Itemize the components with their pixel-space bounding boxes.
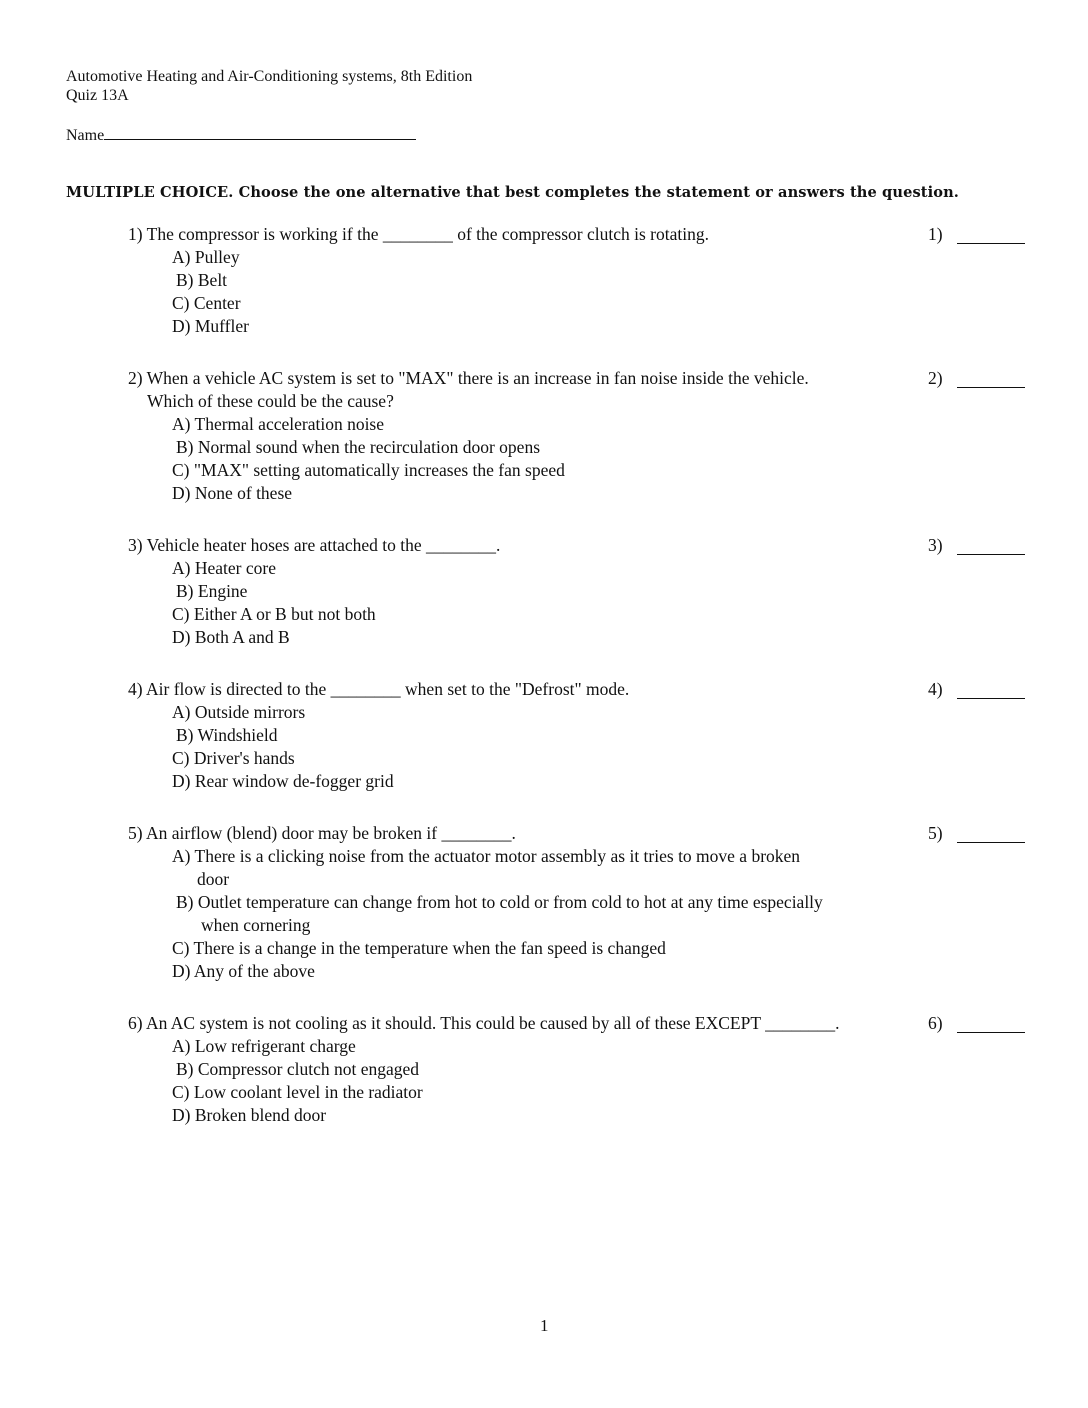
option-c <box>128 292 928 315</box>
option-text: B) Engine <box>176 581 248 601</box>
course-title: Automotive Heating and Air-Conditioning systems, 8th Edition <box>66 68 473 85</box>
option-text: B) Windshield <box>176 725 278 745</box>
option-d <box>128 626 928 649</box>
option-a <box>128 557 928 580</box>
option-c <box>128 937 928 960</box>
question-2 <box>128 367 928 505</box>
option-text: D) Muffler <box>172 316 249 336</box>
option-b <box>128 891 928 937</box>
question-3 <box>128 534 928 649</box>
answer-blank-1[interactable] <box>957 243 1025 244</box>
answer-blank-5[interactable] <box>957 842 1025 843</box>
answer-label-2: 2) <box>928 368 943 388</box>
answer-label-6: 6) <box>928 1013 943 1033</box>
question-stem: 4) Air flow is directed to the ________ when set to the "Defrost" mode. <box>128 679 630 699</box>
option-text: A) Pulley <box>172 247 240 267</box>
option-d <box>128 960 928 983</box>
option-d <box>128 770 928 793</box>
answer-label-1: 1) <box>928 224 943 244</box>
option-text: B) Normal sound when the recirculation door opens <box>176 437 541 457</box>
question-1 <box>128 223 928 338</box>
question-stem: 6) An AC system is not cooling as it should. This could be caused by all of these EXCEPT ________. <box>128 1013 840 1033</box>
option-text: C) Center <box>172 293 241 313</box>
option-d <box>128 482 928 505</box>
option-b <box>128 269 928 292</box>
option-c <box>128 603 928 626</box>
answer-blank-2[interactable] <box>957 387 1025 388</box>
option-text: C) Either A or B but not both <box>172 604 376 624</box>
question-stem: 5) An airflow (blend) door may be broken if ________. <box>128 823 516 843</box>
question-stem: 2) When a vehicle AC system is set to "MAX" there is an increase in fan noise inside the vehicle. <box>128 368 809 388</box>
question-6 <box>128 1012 928 1127</box>
option-text: C) Low coolant level in the radiator <box>172 1082 423 1102</box>
answer-label-3: 3) <box>928 535 943 555</box>
option-text: A) Thermal acceleration noise <box>172 414 385 434</box>
question-stem-continued: Which of these could be the cause? <box>147 391 394 411</box>
name-label: Name <box>66 127 105 144</box>
option-text: D) Both A and B <box>172 627 290 647</box>
option-text: C) Driver's hands <box>172 748 295 768</box>
page-number: 1 <box>540 1316 549 1335</box>
option-a <box>128 1035 928 1058</box>
question-4 <box>128 678 928 793</box>
option-b <box>128 580 928 603</box>
option-text: C) "MAX" setting automatically increases the fan speed <box>172 460 565 480</box>
question-5 <box>128 822 928 983</box>
option-text: B) Outlet temperature can change from hot to cold or from cold to hot at any time especially <box>176 892 823 912</box>
option-b <box>128 1058 928 1081</box>
answer-blank-4[interactable] <box>957 698 1025 699</box>
option-text-continued: door <box>197 869 230 889</box>
option-text-continued: when cornering <box>201 915 311 935</box>
option-c <box>128 459 928 482</box>
question-stem: 3) Vehicle heater hoses are attached to the ________. <box>128 535 501 555</box>
answer-blank-3[interactable] <box>957 554 1025 555</box>
name-field[interactable] <box>66 124 416 145</box>
option-b <box>128 436 928 459</box>
answer-label-4: 4) <box>928 679 943 699</box>
option-text: B) Compressor clutch not engaged <box>176 1059 420 1079</box>
option-d <box>128 315 928 338</box>
option-text: D) None of these <box>172 483 293 503</box>
answer-blank-6[interactable] <box>957 1032 1025 1033</box>
quiz-title: Quiz 13A <box>66 87 129 104</box>
option-text: C) There is a change in the temperature when the fan speed is changed <box>172 938 666 958</box>
option-a <box>128 845 928 891</box>
option-a <box>128 413 928 436</box>
option-a <box>128 701 928 724</box>
option-d <box>128 1104 928 1127</box>
answer-label-5: 5) <box>928 823 943 843</box>
option-text: A) There is a clicking noise from the actuator motor assembly as it tries to move a broken <box>172 846 801 866</box>
option-c <box>128 747 928 770</box>
option-c <box>128 1081 928 1104</box>
option-text: B) Belt <box>176 270 228 290</box>
option-text: D) Broken blend door <box>172 1105 327 1125</box>
question-stem: 1) The compressor is working if the ________ of the compressor clutch is rotating. <box>128 224 709 244</box>
section-instructions: MULTIPLE CHOICE. Choose the one alternative that best completes the statement or answers the question. <box>66 184 959 201</box>
option-a <box>128 246 928 269</box>
name-input-line[interactable] <box>104 124 416 140</box>
option-text: A) Heater core <box>172 558 276 578</box>
option-text: A) Low refrigerant charge <box>172 1036 356 1056</box>
option-text: D) Any of the above <box>172 961 315 981</box>
option-b <box>128 724 928 747</box>
option-text: D) Rear window de-fogger grid <box>172 771 394 791</box>
option-text: A) Outside mirrors <box>172 702 306 722</box>
